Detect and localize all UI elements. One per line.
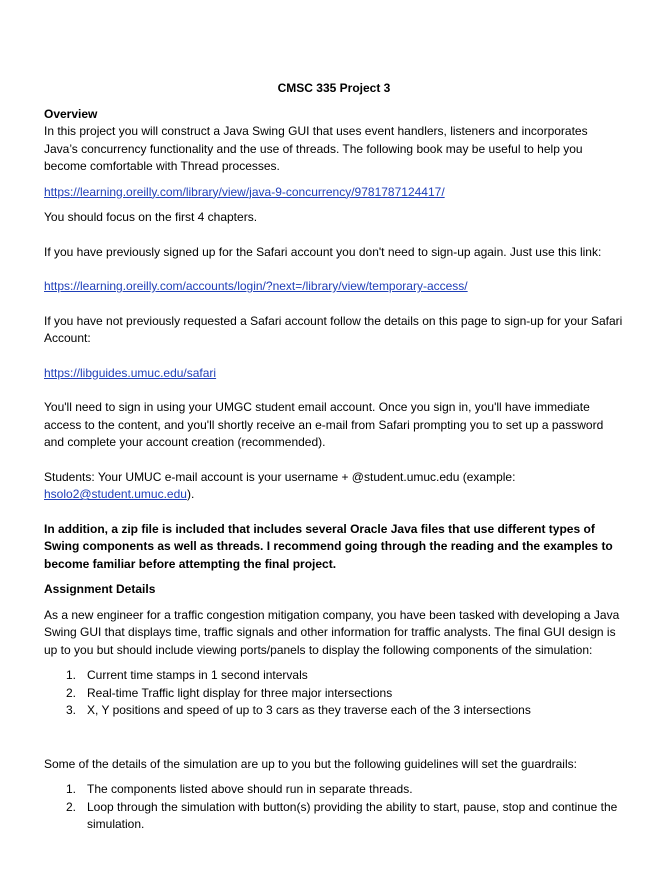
- document-page: [44, 80, 624, 834]
- login-link[interactable]: https://learning.oreilly.com/accounts/login/?next=/library/view/temporary-access/: [44, 279, 468, 293]
- overview-heading: Overview: [44, 106, 98, 121]
- assignment-intro: As a new engineer for a traffic congestion mitigation company, you have been tasked with developing a Java Swing GUI that displays time, traffic signals and other information for traffic analysts. The final GUI design is up to you but should include viewing ports/panels to display the following components of the simulation:: [44, 607, 620, 657]
- page-title: CMSC 335 Project 3: [277, 81, 391, 95]
- assignment-heading: Assignment Details: [44, 582, 156, 596]
- students-suffix: ).: [186, 487, 195, 501]
- students-text: [44, 469, 624, 504]
- list-item: 2. Loop through the simulation with button(s) providing the ability to start, pause, stop and continue the simulation.: [66, 799, 618, 831]
- libguides-link[interactable]: https://libguides.umuc.edu/safari: [44, 365, 217, 380]
- list-item: 3. X, Y positions and speed of up to 3 cars as they traverse each of the 3 intersections: [66, 703, 531, 717]
- safari-existing-text: If you have previously signed up for the Safari account you don't need to sign-up again. Just use this link:: [44, 244, 602, 259]
- student-email-link[interactable]: hsolo2@student.umuc.edu: [44, 487, 187, 501]
- list-item: 1. The components listed above should run in separate threads.: [66, 782, 413, 796]
- overview-intro: In this project you will construct a Java Swing GUI that uses event handlers, listeners and incorporates Java’s concurrency functionality and the use of threads. The following book may be useful to help you become comfortable with Thread processes.: [44, 124, 588, 173]
- guidelines-intro: Some of the details of the simulation are up to you but the following guidelines will set the guardrails:: [44, 756, 577, 771]
- list-item: 2. Real-time Traffic light display for three major intersections: [66, 685, 393, 700]
- list-item: 1. Current time stamps in 1 second intervals: [66, 668, 308, 682]
- zip-note: In addition, a zip file is included that includes several Oracle Java files that use different types of Swing components as well as threads. I recommend going through the reading and the examples to become familiar before attempting the final project.: [44, 521, 613, 571]
- safari-new-text: If you have not previously requested a Safari account follow the details on this page to sign-up for your Safari Account:: [44, 313, 623, 345]
- components-list: [44, 667, 624, 720]
- students-prefix: Students: Your UMUC e-mail account is your username + @student.umuc.edu (example:: [44, 469, 516, 484]
- guidelines-list: [44, 781, 624, 834]
- book-link[interactable]: https://learning.oreilly.com/library/view/java-9-concurrency/9781787124417/: [44, 184, 445, 199]
- focus-text: You should focus on the first 4 chapters.: [44, 210, 258, 224]
- signin-text: You'll need to sign in using your UMGC student email account. Once you sign in, you'll have immediate access to the content, and you'll shortly receive an e-mail from Safari prompting you to set up a password and complete your account creation (recommended).: [44, 400, 604, 449]
